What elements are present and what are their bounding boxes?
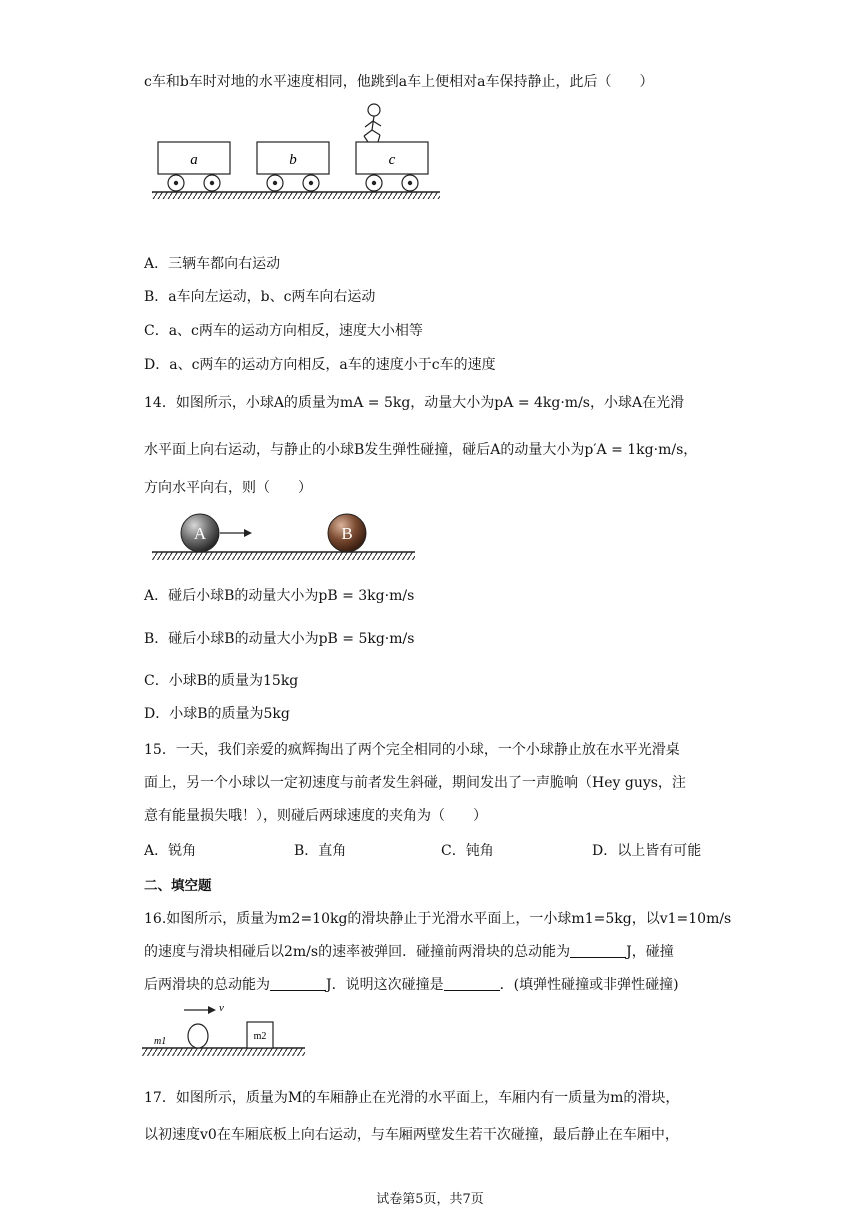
q14-option-b[interactable]: B．碰后小球B的动量大小为pB = 5kg·m/s xyxy=(144,631,415,647)
v-arrow xyxy=(184,1002,224,1014)
q16-line-1: 16.如图所示，质量为m2=10kg的滑块静止于光滑水平面上，一小球m1=5kg，以v1=10m/s xyxy=(144,911,732,927)
q16-blank-2[interactable] xyxy=(270,976,326,991)
cart-a xyxy=(158,142,230,191)
q15-options-row xyxy=(144,840,724,860)
ball-m1 xyxy=(188,1024,208,1048)
q14-line-2: 水平面上向右运动，与静止的小球B发生弹性碰撞，碰后A的动量大小为p′A = 1kg·m/s， xyxy=(144,442,698,458)
q13-option-b[interactable]: B．a车向左运动，b、c两车向右运动 xyxy=(144,289,376,305)
cart-a-label: a xyxy=(190,152,198,168)
q16-line-3 xyxy=(144,975,679,995)
q14-option-c[interactable]: C．小球B的质量为15kg xyxy=(144,673,299,689)
cart-c-label: c xyxy=(388,152,396,168)
m1-label: m1 xyxy=(154,1036,167,1047)
cart-b-label: b xyxy=(289,152,297,168)
q13-option-a[interactable]: A．三辆车都向右运动 xyxy=(144,256,281,272)
velocity-arrow xyxy=(220,529,252,537)
q16-blank-1[interactable] xyxy=(570,943,626,958)
q15-line-2: 面上，另一个小球以一定初速度与前者发生斜碰，期间发出了一声脆响（Hey guys，注 xyxy=(144,775,686,791)
q15-line-1: 15．一天，我们亲爱的疯辉掏出了两个完全相同的小球，一个小球静止放在水平光滑桌 xyxy=(144,742,680,758)
q16-line-3-mid: J．说明这次碰撞是 xyxy=(326,977,444,993)
q14-balls-figure xyxy=(150,508,420,566)
q15-option-c[interactable]: C．钝角 xyxy=(441,843,494,859)
q13-carts-figure xyxy=(150,100,450,200)
q15-line-3: 意有能量损失哦！），则碰后两球速度的夹角为（ ） xyxy=(144,808,487,824)
ball-b xyxy=(328,514,366,552)
q16-collision-figure xyxy=(140,996,310,1060)
q17-line-1: 17．如图所示，质量为M的车厢静止在光滑的水平面上，车厢内有一质量为m的滑块， xyxy=(144,1090,680,1106)
q16-line-2 xyxy=(144,942,674,962)
q15-option-b[interactable]: B．直角 xyxy=(294,843,347,859)
m2-label: m2 xyxy=(253,1031,267,1042)
ball-a-label: A xyxy=(193,524,207,543)
ball-b-label: B xyxy=(341,524,353,543)
cart-b xyxy=(257,142,329,191)
section-heading: 二、填空题 xyxy=(144,878,212,894)
q14-line-1: 14．如图所示，小球A的质量为mA = 5kg，动量大小为pA = 4kg·m/s，小球A在光滑 xyxy=(144,395,685,411)
q13-option-d[interactable]: D．a、c两车的运动方向相反，a车的速度小于c车的速度 xyxy=(144,357,496,373)
ball-a xyxy=(181,514,219,552)
q16-line-3-text: 后两滑块的总动能为 xyxy=(144,977,270,993)
q13-stem: c车和b车时对地的水平速度相同，他跳到a车上便相对a车保持静止，此后（ ） xyxy=(144,74,654,90)
q14-option-a[interactable]: A．碰后小球B的动量大小为pB = 3kg·m/s xyxy=(144,588,415,604)
page-footer: 试卷第5页，共7页 xyxy=(376,1192,484,1207)
q14-option-d[interactable]: D．小球B的质量为5kg xyxy=(144,706,290,722)
q14-line-3: 方向水平向右，则（ ） xyxy=(144,480,312,496)
q16-line-2-text: 的速度与滑块相碰后以2m/s的速率被弹回．碰撞前两滑块的总动能为 xyxy=(144,944,571,960)
person-figure xyxy=(364,104,381,142)
q16-blank-3[interactable] xyxy=(444,976,500,991)
v-label: v xyxy=(219,1002,224,1014)
q15-option-a[interactable]: A．锐角 xyxy=(144,843,197,859)
q13-option-c[interactable]: C．a、c两车的运动方向相反，速度大小相等 xyxy=(144,323,423,339)
q16-line-2-tail: J，碰撞 xyxy=(626,944,674,960)
q15-option-d[interactable]: D．以上皆有可能 xyxy=(592,843,702,859)
q16-line-3-tail: ．(填弹性碰撞或非弹性碰撞) xyxy=(499,977,679,993)
q17-line-2: 以初速度v0在车厢底板上向右运动，与车厢两壁发生若干次碰撞，最后静止在车厢中， xyxy=(144,1127,679,1143)
cart-c xyxy=(356,142,428,191)
